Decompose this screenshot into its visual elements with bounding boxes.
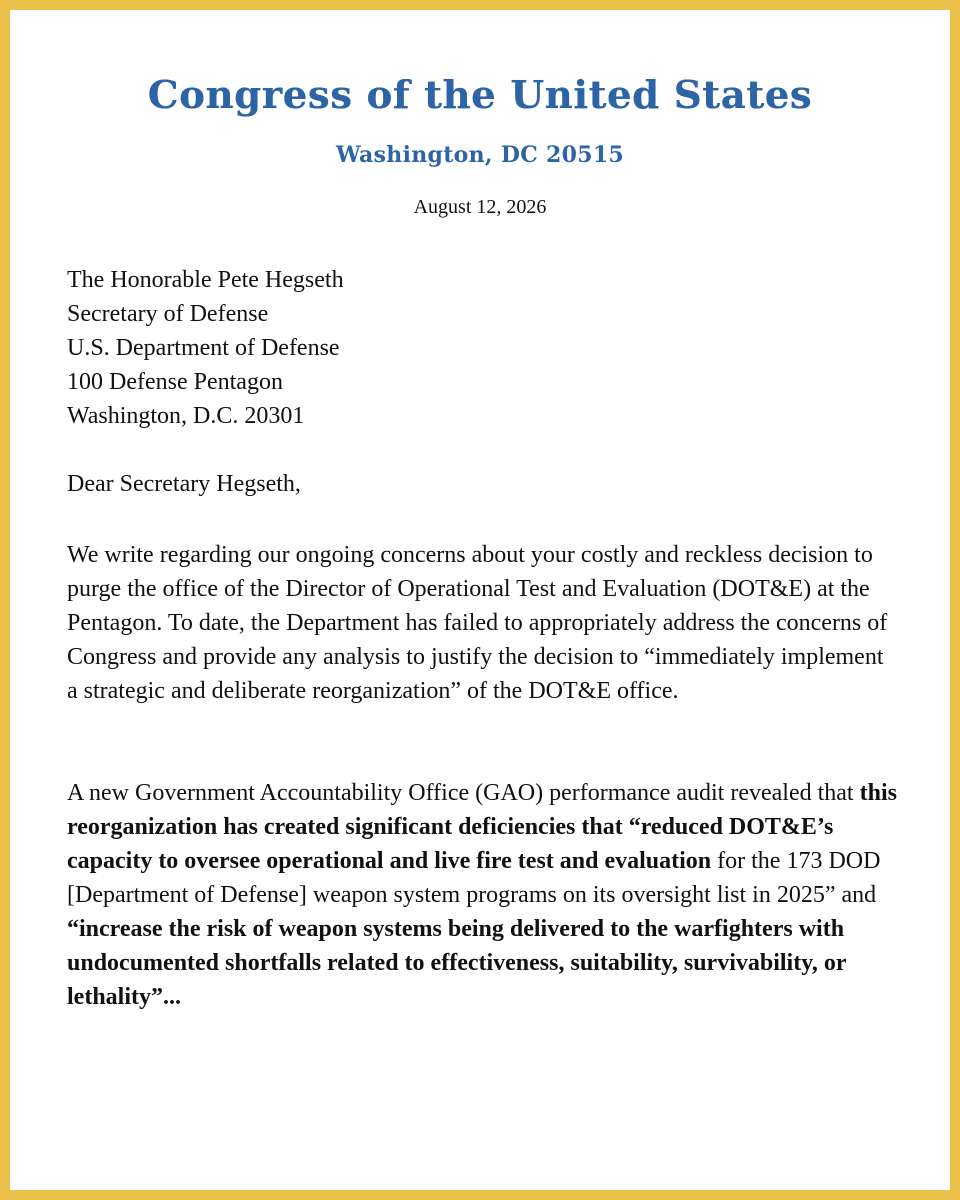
paragraph-2-bold-1: this reorganization has created significant deficiencies that “reduced DOT&E’s capacity to oversee operational and live fire test and evaluation bbox=[67, 780, 897, 874]
letter-date: August 12, 2026 bbox=[413, 196, 547, 218]
recipient-department: U.S. Department of Defense bbox=[67, 335, 340, 361]
paragraph-1: We write regarding our ongoing concerns about your costly and reckless decision to purge the office of the Director of Operational Test and Evaluation (DOT&E) at the Pentagon. To date, the Department has failed to appropriately address the concerns of Congress and provide any analysis to justify the decision to “immediately implement a strategic and deliberate reorganization” of the DOT&E office. bbox=[67, 542, 888, 704]
letterhead-address: Washington, DC 20515 bbox=[335, 142, 625, 168]
recipient-city: Washington, D.C. 20301 bbox=[67, 403, 305, 429]
recipient-address-block bbox=[67, 263, 897, 433]
paragraph-2-bold-2: “increase the risk of weapon systems being delivered to the warfighters with undocumented shortfalls related to effectiveness, suitability, survivability, or lethality”... bbox=[67, 916, 847, 1010]
recipient-name: The Honorable Pete Hegseth bbox=[67, 267, 344, 293]
paragraph-2-text-2: for the 173 DOD [Department of Defense] weapon system programs on its oversight list in 2025” and bbox=[67, 848, 881, 908]
paragraph-2-text-1: A new Government Accountability Office (GAO) performance audit revealed that bbox=[67, 780, 860, 806]
recipient-street: 100 Defense Pentagon bbox=[67, 369, 283, 395]
salutation: Dear Secretary Hegseth, bbox=[67, 471, 301, 497]
letterhead-title: Congress of the United States bbox=[147, 72, 813, 117]
recipient-title: Secretary of Defense bbox=[67, 301, 269, 327]
paragraph-2 bbox=[67, 776, 897, 1014]
